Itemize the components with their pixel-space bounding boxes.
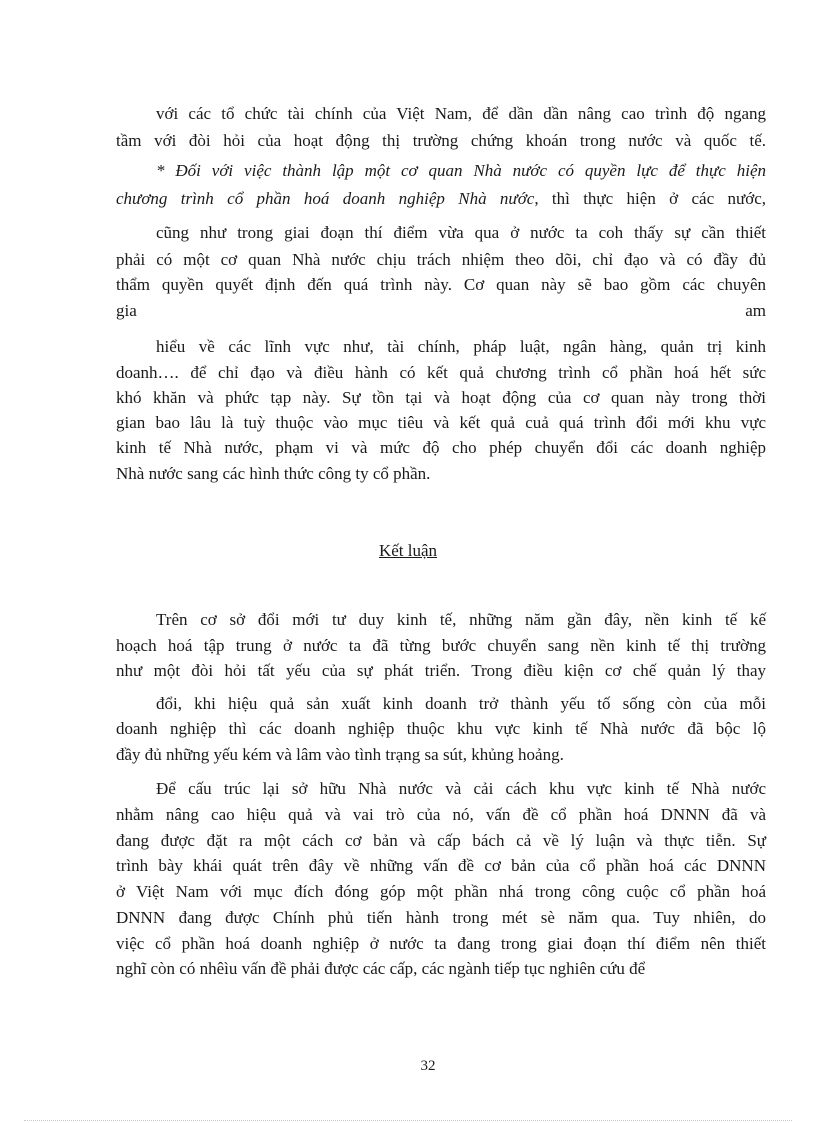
- p2-line-11: kinh tế Nhà nước, phạm vi và mức độ cho phép chuyển đổi các doanh nghiệp: [116, 438, 766, 457]
- p2-line-5: thẩm quyền quyết định đến quá trình này. Cơ quan này sẽ bao gồm các chuyên: [116, 275, 766, 294]
- p2-italic-line-2: chương trình cổ phần hoá doanh nghiệp Nhà nước: [116, 189, 535, 208]
- p3-line-1: Trên cơ sở đổi mới tư duy kinh tế, những năm gần đây, nền kinh tế kế: [156, 610, 766, 629]
- p3-line-4: đổi, khi hiệu quả sản xuất kinh doanh trở thành yếu tố sống còn của mỗi: [156, 694, 766, 713]
- p2-split-left: gia: [116, 301, 137, 320]
- p2-italic-line-1: * Đối với việc thành lập một cơ quan Nhà nước có quyền lực để thực hiện: [156, 161, 766, 180]
- p2-line-8: doanh…. để chỉ đạo và điều hành có kết quả chương trình cổ phần hoá hết sức: [116, 363, 766, 382]
- page-bottom-divider: [24, 1120, 792, 1121]
- p2-line-10: gian bao lâu là tuỳ thuộc vào mục tiêu và kết quả cuả quá trình đổi mới khu vực: [116, 413, 766, 432]
- p2-split-right: am: [745, 301, 766, 320]
- p4-line-5: ở Việt Nam với mục đích đóng góp một phần nhá trong công cuộc cổ phần hoá: [116, 882, 766, 901]
- p3-line-2: hoạch hoá tập trung ở nước ta đã từng bước chuyển sang nền kinh tế thị trường: [116, 636, 766, 655]
- p4-line-6: DNNN đang được Chính phủ tiến hành trong mét sè năm qua. Tuy nhiên, do: [116, 908, 766, 927]
- p2-line-2-rest: , thì thực hiện ở các nước,: [534, 189, 766, 208]
- p2-line-12: Nhà nước sang các hình thức công ty cổ phần.: [116, 464, 431, 483]
- p1-line-1: với các tổ chức tài chính của Việt Nam, để dần dần nâng cao trình độ ngang: [156, 104, 766, 123]
- p4-line-8: nghĩ còn có nhêìu vấn đề phải được các cấp, các ngành tiếp tục nghiên cứu để: [116, 959, 646, 978]
- p1-line-2: tầm với đòi hỏi của hoạt động thị trường chứng khoán trong nước và quốc tế.: [116, 131, 766, 150]
- p4-line-4: trình bày khái quát trên đây về những vấn đề cơ bản của cổ phần hoá các DNNN: [116, 856, 766, 875]
- p4-line-2: nhằm nâng cao hiệu quả và vai trò của nó, vấn đề cổ phần hoá DNNN đã và: [116, 805, 766, 824]
- p2-line-9: khó khăn và phức tạp này. Sự tồn tại và hoạt động của cơ quan này trong thời: [116, 388, 766, 407]
- p4-line-7: việc cổ phần hoá doanh nghiệp ở nước ta đang trong giai đoạn thí điểm nên thiết: [116, 934, 766, 953]
- p2-line-2: [116, 188, 766, 210]
- section-heading: Kết luận: [378, 541, 438, 560]
- page-number: 32: [420, 1058, 436, 1074]
- p4-line-1: Để cấu trúc lại sở hữu Nhà nước và cải cách khu vực kinh tế Nhà nước: [156, 779, 766, 798]
- p3-line-6: đầy đủ những yếu kém và lâm vào tình trạng sa sút, khủng hoảng.: [116, 745, 564, 764]
- p2-line-7: hiểu về các lĩnh vực như, tài chính, pháp luật, ngân hàng, quản trị kinh: [156, 337, 766, 356]
- p4-line-3: đang được đặt ra một cách cơ bản và cấp bách cả về lý luận và thực tiễn. Sự: [116, 831, 766, 850]
- p3-line-5: doanh nghiệp thì các doanh nghiệp thuộc khu vực kinh tế Nhà nước đã bộc lộ: [116, 719, 766, 738]
- p3-line-3: như một đòi hỏi tất yếu của sự phát triển. Trong điều kiện cơ chế quản lý thay: [116, 661, 766, 680]
- p2-line-4: phải có một cơ quan Nhà nước chịu trách nhiệm theo dõi, chỉ đạo và có đầy đủ: [116, 250, 766, 269]
- p2-line-3: cũng như trong giai đoạn thí điểm vừa qua ở nước ta coh thấy sự cần thiết: [156, 223, 766, 242]
